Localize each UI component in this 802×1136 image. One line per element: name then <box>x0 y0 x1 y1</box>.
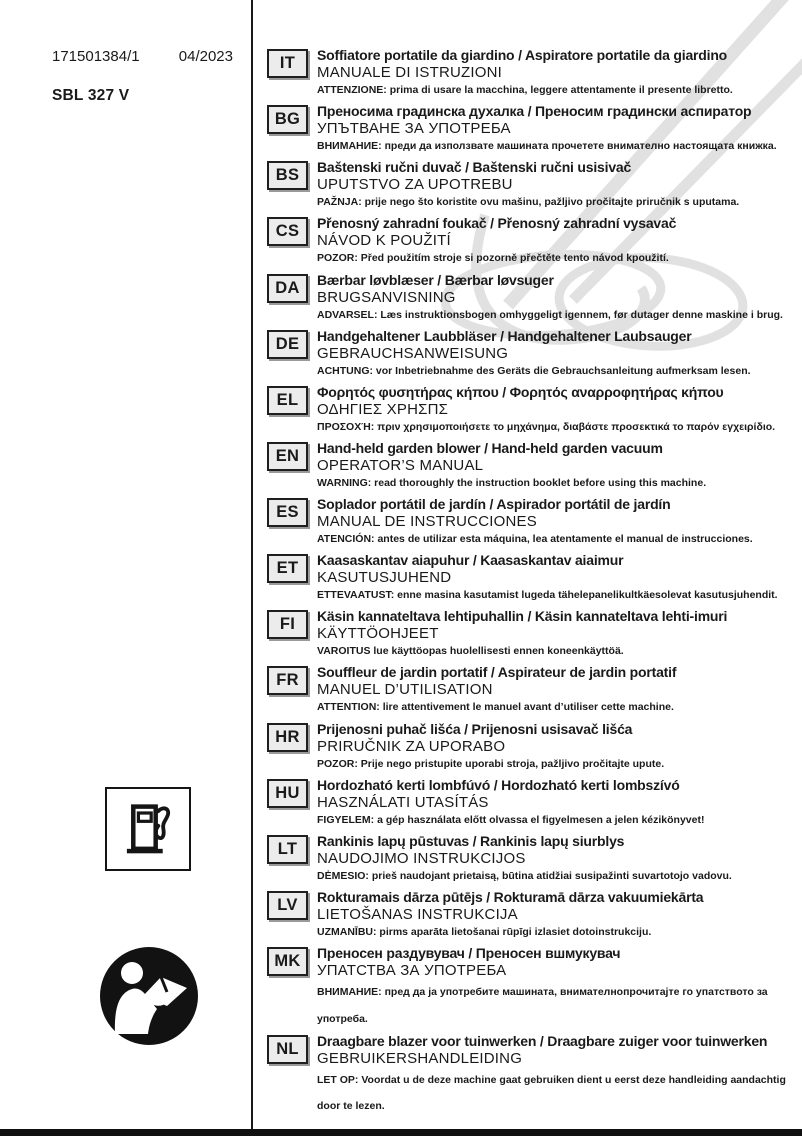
warning-text: POZOR: Prije nego pristupite uporabi stroja, pažljivo pročitajte upute. <box>317 757 665 770</box>
product-title: Rankinis lapų pūstuvas / Rankinis lapų siurblys <box>317 832 625 849</box>
warning-text: FIGYELEM: a gép használata előtt olvassa el figyelmesen a jelen kézikönyvet! <box>317 813 705 826</box>
warning-text: ВНИМАНИЕ: преди да използвате машината прочетете внимателно настоящата книжка. <box>317 140 777 153</box>
product-title: Baštenski ručni duvač / Baštenski ručni usisivač <box>317 159 632 176</box>
language-entry <box>267 1033 796 1121</box>
footer-bar <box>0 1129 802 1136</box>
language-entry <box>267 889 796 945</box>
warning-text: ETTEVAATUST: enne masina kasutamist lugeda tähelepanelikultkäesolevat kasutusjuhendit. <box>317 589 778 602</box>
language-code-badge: EN <box>267 442 308 471</box>
model-name: SBL 327 V <box>52 87 130 104</box>
product-title: Handgehaltener Laubbläser / Handgehaltener Laubsauger <box>317 327 692 344</box>
language-code-badge: FI <box>267 610 308 639</box>
warning-text: ВНИМАНИЕ: пред да ја употребите машината, внимателнопрочитајте го упатството за употреба. <box>317 986 768 1025</box>
manual-type-label: GEBRUIKERSHANDLEIDING <box>317 1049 523 1067</box>
language-entry <box>267 777 796 833</box>
warning-text: ATENCIÓN: antes de utilizar esta máquina, lea atentamente el manual de instrucciones. <box>317 533 753 545</box>
language-entry <box>267 608 796 664</box>
language-entry <box>267 552 796 608</box>
language-code-badge: MK <box>267 947 308 976</box>
product-title: Soplador portátil de jardín / Aspirador portátil de jardín <box>317 496 671 512</box>
manual-type-label: LIETOŠANAS INSTRUKCIJA <box>317 905 518 923</box>
warning-text: POZOR: Před použitím stroje si pozorně přečtěte tento návod kpoužití. <box>317 252 669 265</box>
language-entry <box>267 47 796 103</box>
language-code-badge: IT <box>267 49 308 78</box>
warning-text: DĖMESIO: prieš naudojant prietaisą, būtina atidžiai susipažinti suvartotojo vadovu. <box>317 869 732 882</box>
language-code-badge: HU <box>267 779 308 808</box>
manual-type-label: NÁVOD K POUŽITÍ <box>317 232 451 250</box>
manual-type-label: MANUAL DE INSTRUCCIONES <box>317 513 537 530</box>
language-entry <box>267 721 796 777</box>
product-title: Prijenosni puhač lišća / Prijenosni usisavač lišća <box>317 720 633 737</box>
product-title: Bærbar løvblæser / Bærbar løvsuger <box>317 271 554 288</box>
warning-text: UZMANĪBU: pirms aparāta lietošanai rūpīgi izlasiet dotoinstrukciju. <box>317 925 652 938</box>
product-title: Käsin kannateltava lehtipuhallin / Käsin kannateltava lehti-imuri <box>317 608 728 625</box>
product-title: Draagbare blazer voor tuinwerken / Draagbare zuiger voor tuinwerken <box>317 1032 768 1049</box>
language-code-badge: BS <box>267 161 308 190</box>
manual-type-label: BRUGSANVISNING <box>317 288 456 306</box>
manual-type-label: ΟΔΗΓΙΕΣ ΧΡΗΣΠΣ <box>317 400 449 418</box>
language-code-badge: BG <box>267 105 308 134</box>
warning-text: VAROITUS lue käyttöopas huolellisesti ennen koneenkäyttöä. <box>317 645 624 658</box>
language-code-badge: NL <box>267 1035 308 1064</box>
language-entry <box>267 215 796 271</box>
product-title: Rokturamais dārza pūtējs / Rokturamā dārza vakuumiekārta <box>317 888 704 905</box>
product-title: Souffleur de jardin portatif / Aspirateur de jardin portatif <box>317 664 677 681</box>
language-code-badge: EL <box>267 386 308 415</box>
warning-text: ACHTUNG: vor Inbetriebnahme des Geräts die Gebrauchsanleitung aufmerksam lesen. <box>317 364 751 377</box>
manual-type-label: NAUDOJIMO INSTRUKCIJOS <box>317 849 526 867</box>
warning-text: WARNING: read thoroughly the instruction booklet before using this machine. <box>317 476 707 489</box>
left-column <box>0 0 251 1129</box>
language-entry <box>267 103 796 159</box>
manual-type-label: KÄYTTÖOHJEET <box>317 625 439 643</box>
language-entry <box>267 664 796 720</box>
warning-text: PAŽNJA: prije nego što koristite ovu mašinu, pažljivo pročitajte priručnik s uputama. <box>317 196 740 209</box>
manual-type-label: GEBRAUCHSANWEISUNG <box>317 344 509 362</box>
language-entry <box>267 384 796 440</box>
product-title: Přenosný zahradní foukač / Přenosný zahradní vysavač <box>317 215 677 232</box>
language-code-badge: LT <box>267 835 308 864</box>
manual-type-label: KASUTUSJUHEND <box>317 569 452 587</box>
language-code-badge: DA <box>267 274 308 303</box>
language-entry <box>267 159 796 215</box>
manual-type-label: UPUTSTVO ZA UPOTREBU <box>317 176 513 194</box>
warning-text: ATTENZIONE: prima di usare la macchina, leggere attentamente il presente libretto. <box>317 84 733 96</box>
warning-text: ADVARSEL: Læs instruktionsbogen omhyggeligt igennem, før dutager denne maskine i brug. <box>317 308 783 321</box>
language-entry <box>267 440 796 496</box>
product-title: Преносен раздувувач / Преносен вшмукувач <box>317 945 621 961</box>
language-entries <box>253 0 802 1120</box>
language-entry <box>267 328 796 384</box>
language-code-badge: CS <box>267 217 308 246</box>
manual-type-label: УПАТСТВА ЗА УПОТРЕБА <box>317 962 507 979</box>
language-entry <box>267 945 796 1033</box>
language-code-badge: ES <box>267 498 308 527</box>
product-title: Преносима градинска духалка / Преносим градински аспиратор <box>317 103 752 120</box>
product-title: Soffiatore portatile da giardino / Aspiratore portatile da giardino <box>317 47 728 63</box>
language-code-badge: FR <box>267 666 308 695</box>
warning-text: ATTENTION: lire attentivement le manuel avant d’utiliser cette machine. <box>317 701 674 714</box>
warning-text: LET OP: Voordat u de deze machine gaat gebruiken dient u eerst deze handleiding aandachtig door te lezen. <box>317 1073 786 1113</box>
read-manual-icon <box>99 933 199 1059</box>
product-title: Kaasaskantav aiapuhur / Kaasaskantav aiaimur <box>317 552 624 569</box>
language-code-badge: ET <box>267 554 308 583</box>
product-title: Φορητός φυσητήρας κήπου / Φορητός αναρροφητήρας κήπου <box>317 383 724 400</box>
language-entry <box>267 833 796 889</box>
product-title: Hand-held garden blower / Hand-held garden vacuum <box>317 439 663 456</box>
document-number: 171501384/1 <box>52 48 140 65</box>
document-date: 04/2023 <box>178 48 233 65</box>
manual-type-label: MANUALE DI ISTRUZIONI <box>317 64 503 81</box>
manual-type-label: OPERATOR’S MANUAL <box>317 456 484 474</box>
fuel-pump-icon <box>105 787 191 871</box>
language-entry <box>267 272 796 328</box>
language-code-badge: LV <box>267 891 308 920</box>
warning-text: ΠΡΟΣΟΧΉ: πριν χρησιμοποιήσετε το μηχάνημα, διαβάστε προσεκτικά το παρόν εγχειρίδιο. <box>317 420 776 433</box>
language-code-badge: HR <box>267 723 308 752</box>
product-title: Hordozható kerti lombfúvó / Hordozható kerti lombszívó <box>317 776 680 793</box>
language-code-badge: DE <box>267 330 308 359</box>
document-identifiers <box>0 0 251 65</box>
manual-type-label: HASZNÁLATI UTASÍTÁS <box>317 793 489 811</box>
manual-type-label: УПЪТВАНЕ ЗА УПОТРЕБА <box>317 120 511 138</box>
language-entry <box>267 496 796 552</box>
manual-type-label: PRIRUČNIK ZA UPORABO <box>317 737 506 755</box>
manual-type-label: MANUEL D’UTILISATION <box>317 681 493 699</box>
